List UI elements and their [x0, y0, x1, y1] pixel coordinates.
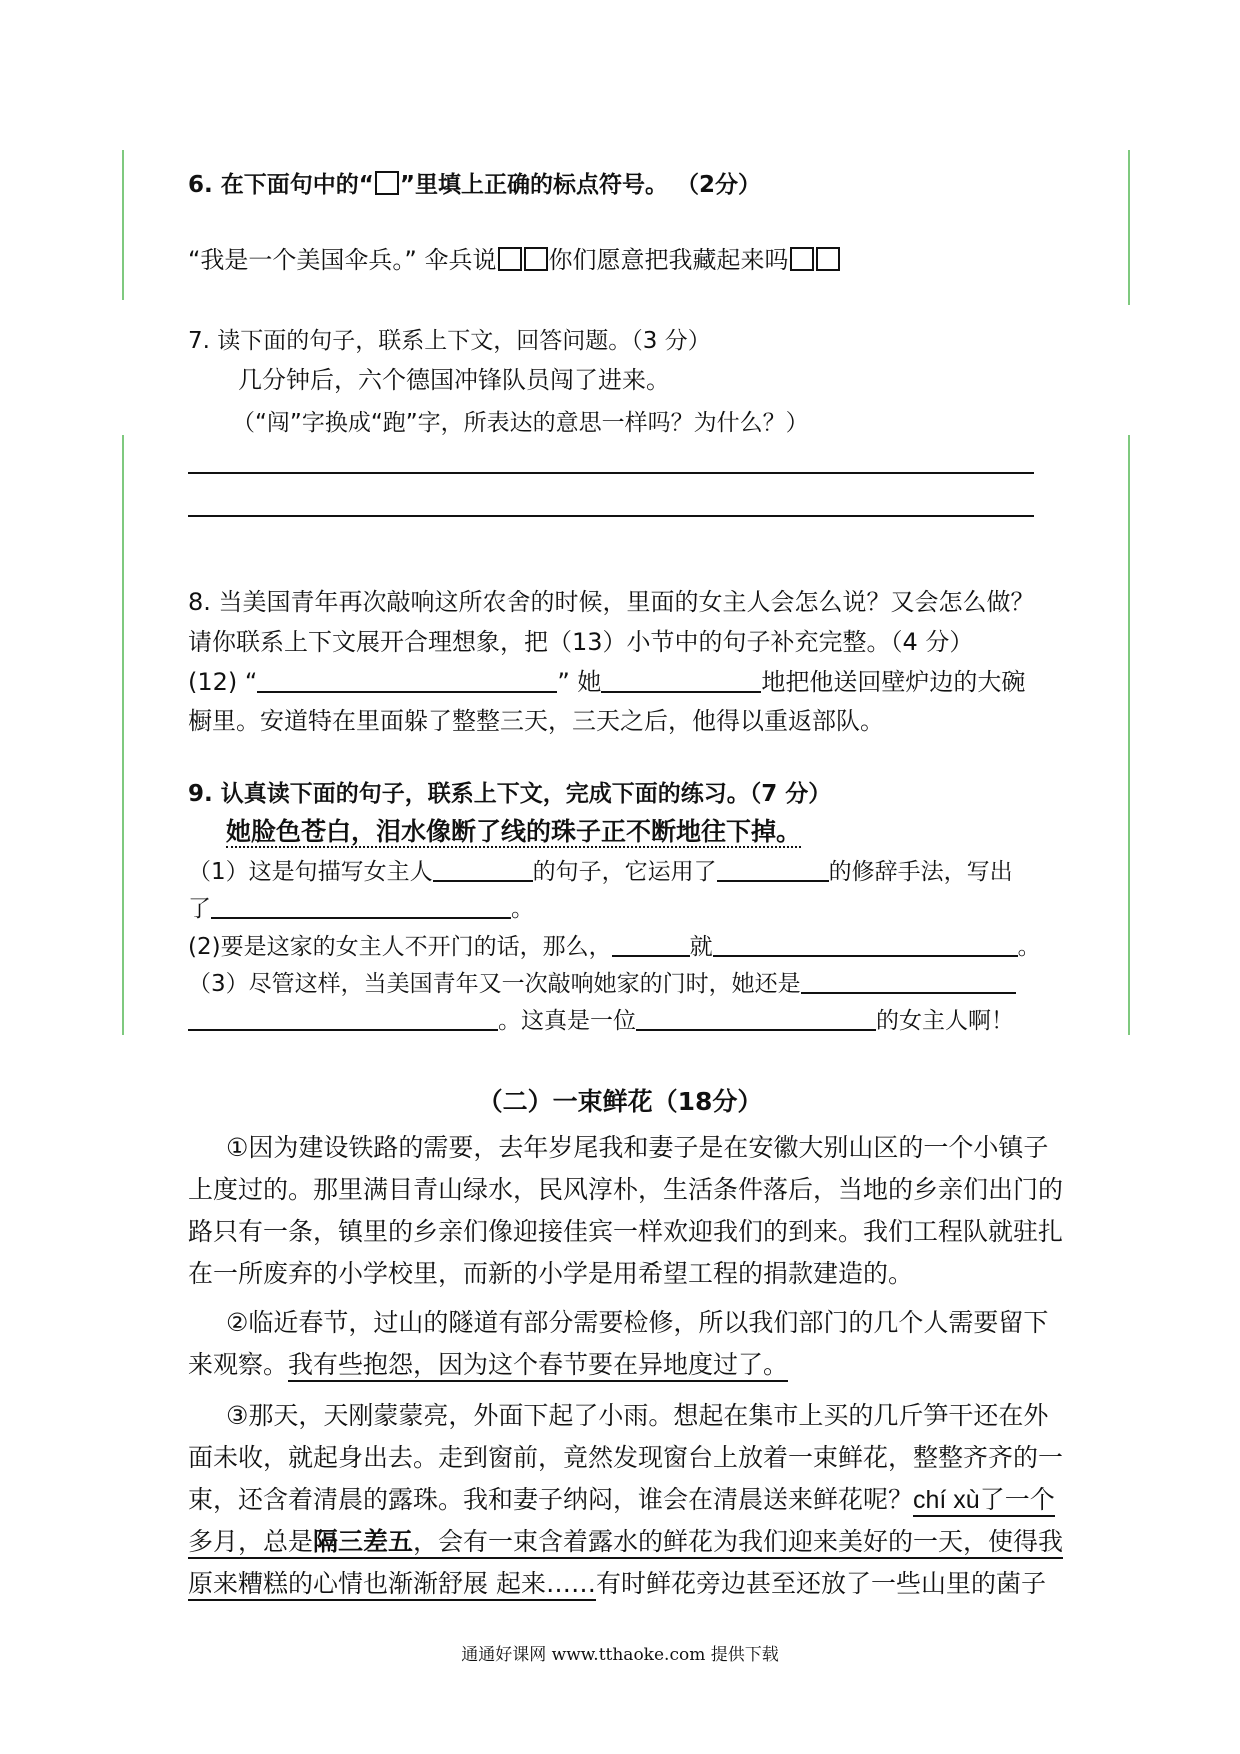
margin-line-left-2	[122, 435, 124, 1035]
s2-p3-line4: 多月，总是隔三差五，会有一束含着露水的鲜花为我们迎来美好的一天，使得我	[188, 1522, 1063, 1558]
margin-line-left-1	[122, 150, 124, 300]
section2-title: （二）一束鲜花（18分）	[477, 1087, 763, 1116]
answer-box-1[interactable]	[498, 247, 522, 271]
underlined-sentence: 我有些抱怨，因为这个春节要在异地度过了。	[288, 1350, 788, 1382]
footer: 通通好课网 www.tthaoke.com 提供下载	[461, 1645, 779, 1665]
q8-line1: 8. 当美国青年再次敲响这所农舍的时候，里面的女主人会怎么说？又会怎么做？	[188, 588, 1035, 616]
q7-title: 7. 读下面的句子，联系上下文，回答问题。（3 分）	[188, 328, 711, 354]
s2-p1-line1: ①因为建设铁路的需要，去年岁尾我和妻子是在安徽大别山区的一个小镇子	[226, 1133, 1049, 1162]
q8-line4: 橱里。安道特在里面躲了整整三天，三天之后，他得以重返部队。	[188, 707, 884, 735]
q9-part1: （1）这是句描写女主人 的句子，它运用了 的修辞手法，写出	[188, 859, 1013, 885]
answer-box-3[interactable]	[790, 247, 814, 271]
margin-line-right-1	[1128, 150, 1130, 305]
s2-p3-line5: 原来糟糕的心情也渐渐舒展 起来……有时鲜花旁边甚至还放了一些山里的菌子	[188, 1564, 1046, 1600]
s2-p1-line2: 上度过的。那里满目青山绿水，民风淳朴，生活条件落后，当地的乡亲们出门的	[188, 1175, 1064, 1204]
q9-blank-1b[interactable]	[717, 858, 829, 882]
q9-title: 9. 认真读下面的句子，联系上下文，完成下面的练习。（7 分）	[188, 781, 832, 807]
q9-blank-3a[interactable]	[801, 970, 1016, 994]
pinyin-word: chí xù	[913, 1486, 980, 1517]
q7-answer-line-1[interactable]	[188, 472, 1034, 474]
q6-title: 6. 在下面句中的“ ”里填上正确的标点符号。 （2分）	[188, 172, 762, 198]
s2-p2-line1: ②临近春节，过山的隧道有部分需要检修，所以我们部门的几个人需要留下	[226, 1308, 1049, 1337]
s2-p3-line1: ③那天，天刚蒙蒙亮，外面下起了小雨。想起在集市上买的几斤笋干还在外	[226, 1401, 1049, 1430]
s2-p1-line4: 在一所废弃的小学校里，而新的小学是用希望工程的捐款建造的。	[188, 1259, 914, 1288]
q9-part2: (2)要是这家的女主人不开门的话，那么， 就 。	[188, 934, 1041, 960]
q7-quote: 几分钟后，六个德国冲锋队员闯了进来。	[238, 366, 670, 394]
q9-blank-3b[interactable]	[188, 1007, 498, 1031]
s2-p2-line2: 来观察。我有些抱怨，因为这个春节要在异地度过了。	[188, 1345, 788, 1381]
q9-sentence: 她脸色苍白，泪水像断了线的珠子正不断地往下掉。	[226, 817, 802, 846]
answer-box-2[interactable]	[524, 247, 548, 271]
q9-blank-1c[interactable]	[211, 895, 511, 919]
q7-answer-line-2[interactable]	[188, 515, 1034, 517]
s2-p1-line3: 路只有一条，镇里的乡亲们像迎接佳宾一样欢迎我们的到来。我们工程队就驻扎	[188, 1217, 1064, 1246]
q9-blank-2b[interactable]	[713, 933, 1018, 957]
q9-part3-cont: 。这真是一位 的女主人啊！	[188, 1002, 1014, 1035]
q7-question: （“闯”字换成“跑”字，所表达的意思一样吗？为什么？）	[232, 410, 809, 436]
idiom-word: 隔三差五	[313, 1527, 413, 1559]
q9-blank-3c[interactable]	[636, 1007, 876, 1031]
punctuation-box	[375, 171, 399, 195]
q6-sentence: “我是一个美国伞兵。” 伞兵说 你们愿意把我藏起来吗	[188, 240, 841, 275]
answer-box-4[interactable]	[816, 247, 840, 271]
q9-blank-2a[interactable]	[612, 933, 690, 957]
q8-blank-quote[interactable]	[257, 669, 557, 693]
s2-p3-line2: 面未收，就起身出去。走到窗前，竟然发现窗台上放着一束鲜花，整整齐齐的一	[188, 1443, 1064, 1472]
q9-part1-cont: 了 。	[188, 896, 534, 922]
q9-part3: （3）尽管这样，当美国青年又一次敲响她家的门时，她还是	[188, 965, 1016, 998]
q9-blank-1a[interactable]	[433, 858, 533, 882]
s2-p3-line3: 束，还含着清晨的露珠。我和妻子纳闷，谁会在清晨送来鲜花呢？chí xù了一个	[188, 1480, 1055, 1516]
margin-line-right-2	[1128, 435, 1130, 1035]
q8-line3: (12) “ ” 她 地把他送回壁炉边的大碗	[188, 668, 1026, 696]
q8-line2: 请你联系上下文展开合理想象，把（13）小节中的句子补充完整。（4 分）	[188, 628, 974, 656]
q8-blank-manner[interactable]	[601, 669, 761, 693]
